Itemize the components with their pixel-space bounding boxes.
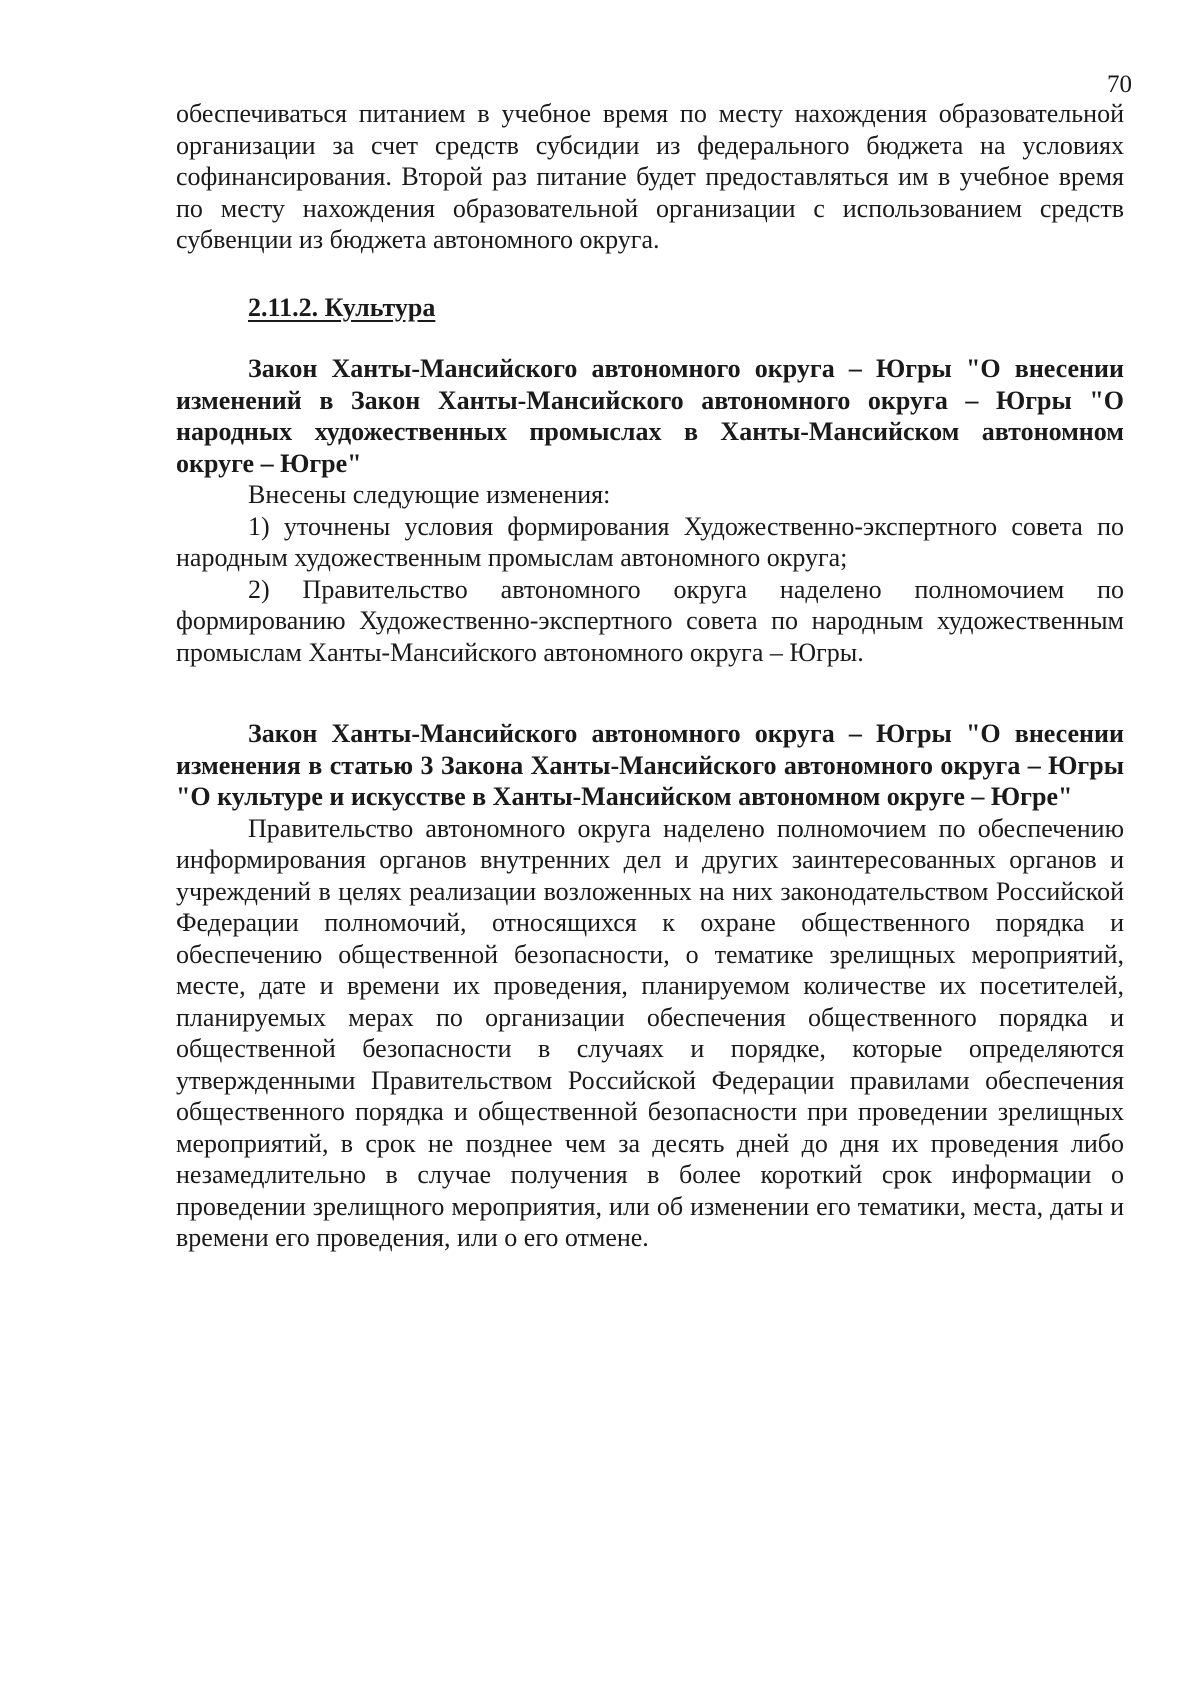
page-number: 70 [1107,71,1132,98]
law-1-item-2: 2) Правительство автономного округа наделено полномочием по формированию Художественно-экспертного совета по народным художественным промыслам Ханты-Мансийского автономного округа – Югры. [176,574,1124,667]
law-1-title: Закон Ханты-Мансийского автономного округа – Югры "О внесении изменений в Закон Ханты-Мансийского автономного округа – Югры "О народных художественных промыслах в Ханты-Мансийском автономном округе – Югре" [176,354,1124,478]
intro-paragraph: обеспечиваться питанием в учебное время по месту нахождения образовательной организации за счет средств субсидии из федерального бюджета на условиях софинансирования. Второй раз питание будет предоставляться им в учебное время по месту нахождения образовательной организации с использованием средств субвенции из бюджета автономного округа. [176,99,1124,254]
law-1-intro: Внесены следующие изменения: [248,480,611,509]
law-1-item-1: 1) уточнены условия формирования Художественно-экспертного совета по народным художественным промыслам автономного округа; [176,511,1124,572]
law-2-body: Правительство автономного округа наделено полномочием по обеспечению информирования органов внутренних дел и других заинтересованных органов и учреждений в целях реализации возложенных на них законодательством Российской Федерации полномочий, относящихся к охране общественного порядка и обеспечению общественной безопасности, о тематике зрелищных мероприятий, месте, дате и времени их проведения, планируемом количестве их посетителей, планируемых мерах по организации обеспечения общественного порядка и общественной безопасности в случаях и порядке, которые определяются утвержденными Правительством Российской Федерации правилами обеспечения общественного порядка и общественной безопасности при проведении зрелищных мероприятий, в срок не позднее чем за десять дней до дня их проведения либо незамедлительно в случае получения в более короткий срок информации о проведении зрелищного мероприятия, или об изменении его тематики, места, даты и времени его проведения, или о его отмене. [176,813,1124,1252]
page-content [176,98,1124,1254]
section-heading: 2.11.2. Культура [248,292,436,322]
law-2-title: Закон Ханты-Мансийского автономного округа – Югры "О внесении изменения в статью 3 Закона Ханты-Мансийского автономного округа – Югры "О культуре и искусстве в Ханты-Мансийском автономном округе – Югре" [176,719,1124,811]
